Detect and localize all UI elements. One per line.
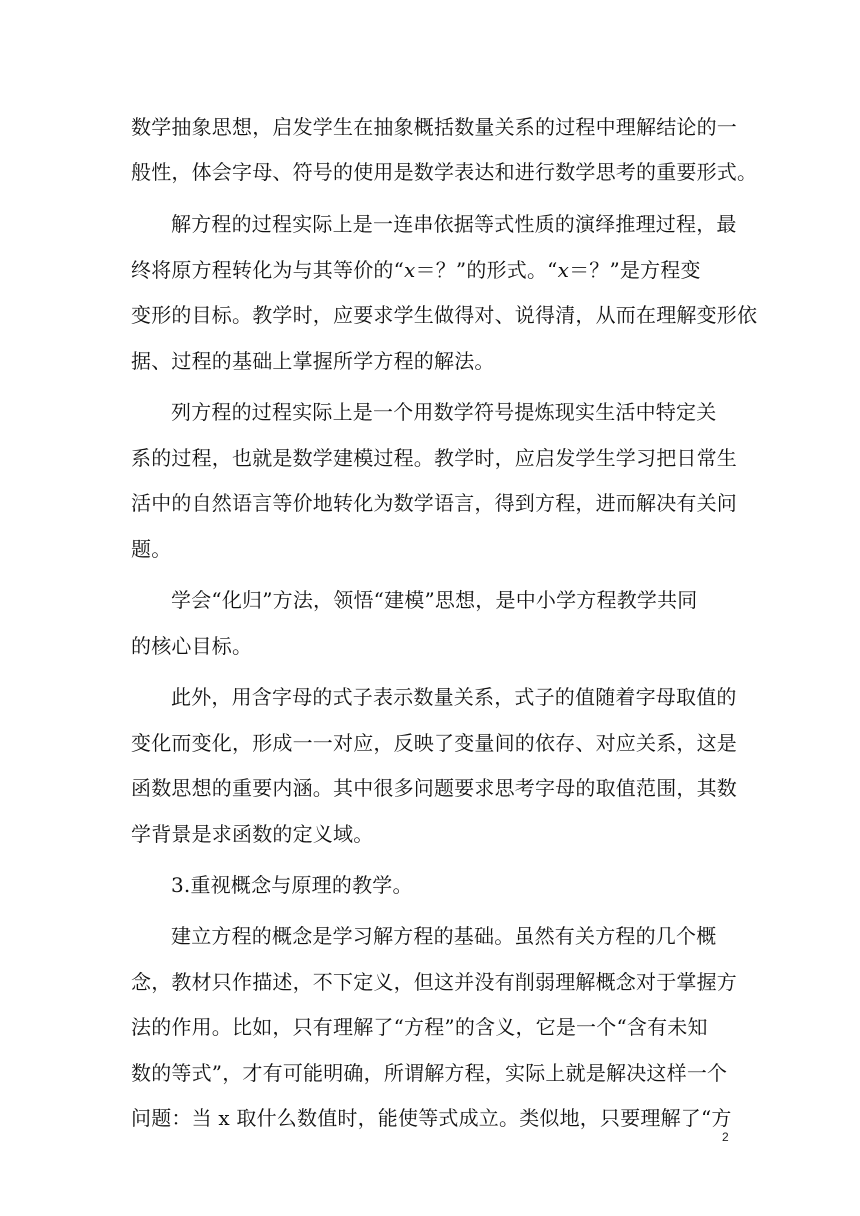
body-text-line: 般性，体会字母、符号的使用是数学表达和进行数学思考的重要形式。	[131, 160, 758, 184]
body-text-line: 念，教材只作描述，不下定义，但这并没有削弱理解概念对于掌握方	[131, 970, 737, 994]
paragraph-first-line: 此外，用含字母的式子表示数量关系，式子的值随着字母取值的	[171, 685, 737, 709]
paragraph-first-line: 学会“化归”方法，领悟“建模”思想，是中小学方程教学共同	[171, 588, 698, 612]
math-variable: x	[404, 258, 416, 282]
paragraph-first-line: 列方程的过程实际上是一个用数学符号提炼现实生活中特定关	[171, 400, 717, 424]
page-number: 2	[722, 1130, 729, 1144]
body-text-line: 据、过程的基础上掌握所学方程的解法。	[131, 349, 495, 373]
text-segment: ＝？”是方程变	[569, 258, 701, 282]
paragraph-first-line: 建立方程的概念是学习解方程的基础。虽然有关方程的几个概	[171, 924, 717, 948]
text-segment: ＝？”的形式。“	[415, 258, 558, 282]
body-text-line: 学背景是求函数的定义域。	[131, 822, 374, 846]
body-text-line: 系的过程，也就是数学建模过程。教学时，应启发学生学习把日常生	[131, 446, 737, 470]
body-text-line: 的核心目标。	[131, 634, 253, 658]
body-text-line-with-math	[131, 258, 701, 282]
body-text-line: 变形的目标。教学时，应要求学生做得对、说得清，从而在理解变形依	[131, 303, 758, 327]
math-variable: x	[557, 258, 570, 282]
paragraph-first-line: 解方程的过程实际上是一连串依据等式性质的演绎推理过程，最	[171, 212, 737, 236]
body-text-line: 数的等式”，才有可能明确，所谓解方程，实际上就是解决这样一个	[131, 1061, 728, 1085]
text-segment: 终将原方程转化为与其等价的“	[131, 258, 405, 282]
body-text-line: 数学抽象思想，启发学生在抽象概括数量关系的过程中理解结论的一	[131, 115, 737, 139]
body-text-line: 问题：当 x 取什么数值时，能使等式成立。类似地，只要理解了“方	[131, 1106, 732, 1130]
section-heading: 3.重视概念与原理的教学。	[171, 873, 413, 897]
body-text-line: 变化而变化，形成一一对应，反映了变量间的依存、对应关系，这是	[131, 731, 737, 755]
body-text-line: 活中的自然语言等价地转化为数学语言，得到方程，进而解决有关问	[131, 491, 737, 515]
body-text-line: 法的作用。比如，只有理解了“方程”的含义，它是一个“含有未知	[131, 1015, 708, 1039]
body-text-line: 函数思想的重要内涵。其中很多问题要求思考字母的取值范围，其数	[131, 776, 737, 800]
body-text-line: 题。	[131, 537, 172, 561]
